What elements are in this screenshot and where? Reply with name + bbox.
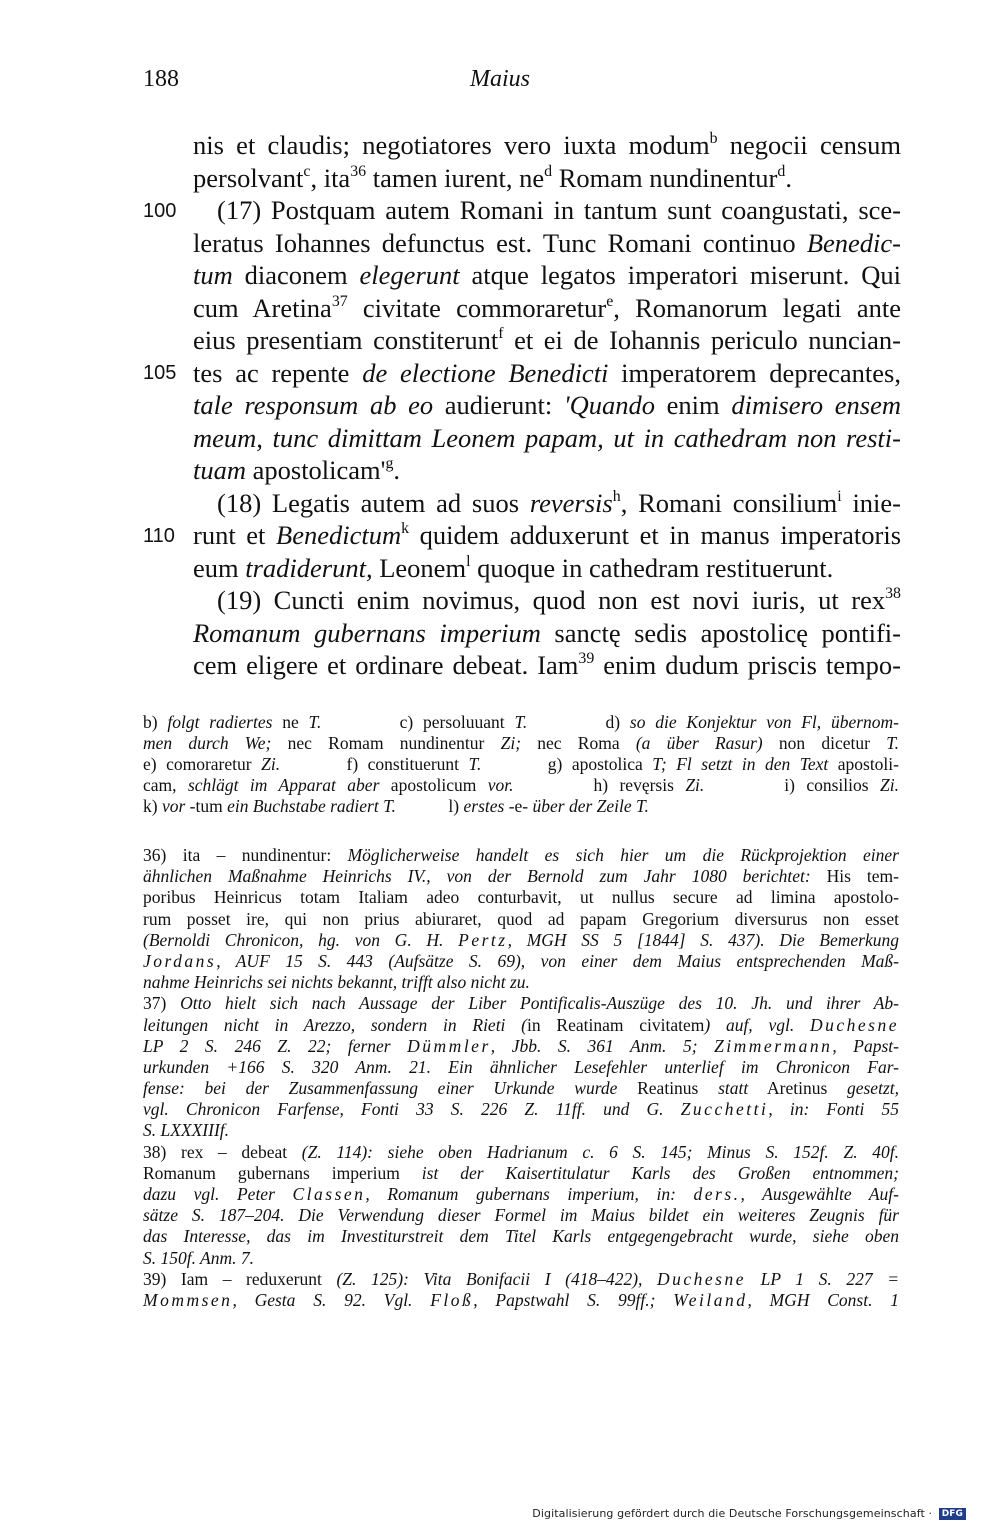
page-number: 188 bbox=[143, 66, 179, 92]
text-line: cem eligere et ordinare debeat. Iam$^{39}$ enim dudum priscis tempo- bbox=[193, 649, 901, 680]
apparatus-line: k) vor -tum ein Buchstabe radiert T. l) erstes -e- über der Zeile T. bbox=[143, 796, 649, 816]
dfg-logo: DFG bbox=[939, 1508, 966, 1520]
footnote-line: LP 2 S. 246 Z. 22; ferner Dümmler, Jbb. S. 361 Anm. 5; Zimmermann, Papst- bbox=[143, 1035, 900, 1056]
main-text bbox=[193, 129, 901, 682]
running-head: Maius bbox=[470, 66, 530, 92]
footnote-line: dazu vgl. Peter Classen, Romanum gubernans imperium, in: ders., Ausgewählte Auf- bbox=[143, 1184, 899, 1204]
footnote-line: Mommsen, Gesta S. 92. Vgl. Floß, Papstwahl S. 99ff.; Weiland, MGH Const. 1 bbox=[143, 1289, 899, 1310]
text-line: tum diaconem elegerunt atque legatos imperatori miserunt. Qui bbox=[193, 260, 902, 290]
text-line: (17) Postquam autem Romani in tantum sunt coangustati, sce- bbox=[217, 195, 901, 225]
text-line: (19) Cuncti enim novimus, quod non est novi iuris, ut rex$^{38}$ bbox=[217, 584, 901, 615]
footnote-line: Romanum gubernans imperium ist der Kaisertitulatur Karls des Großen entnommen; bbox=[143, 1162, 899, 1183]
critical-apparatus bbox=[143, 712, 899, 817]
footnote-line: fense: bei der Zusammenfassung einer Urkunde wurde Reatinus statt Aretinus gesetzt, bbox=[143, 1078, 899, 1099]
text-line: tuam $apostolicam'^g$. bbox=[193, 454, 401, 485]
line-number-110: 110 bbox=[143, 525, 175, 547]
text-line: nis et claudis; negotiatores vero iuxta modum$^b$ negocii censum bbox=[193, 129, 901, 160]
footnote-line: das Interesse, das im Investiturstreit dem Titel Karls entgegengebracht wurde, siehe oben bbox=[143, 1226, 899, 1247]
apparatus-line: e) comoraretur Zi. f) constituerunt T. g) apostolica T; Fl setzt in den Text apostoli- bbox=[143, 754, 899, 774]
footnote-line: vgl. Chronicon Farfense, Fonti 33 S. 226 Z. 11ff. und G. Zucchetti, in: Fonti 55 bbox=[143, 1099, 899, 1120]
footnote-line: Jordans, AUF 15 S. 443 (Aufsätze S. 69), von einer dem Maius entsprechenden Maß- bbox=[143, 950, 899, 971]
footnote-line: sätze S. 187–204. Die Verwendung dieser Formel im Maius bildet ein weiteres Zeugnis für bbox=[143, 1205, 899, 1226]
footnote-line: 37) Otto hielt sich nach Aussage der Liber Pontificalis-Auszüge des 10. Jh. und ihrer Ab- bbox=[143, 993, 899, 1014]
apparatus-line: cam, schlägt im Apparat aber apostolicum vor. h) revęrsis Zi. i) consilios Zi. bbox=[143, 775, 899, 795]
footnote-line: 36) ita – nundinentur: Möglicherweise handelt es sich hier um die Rückprojektion einer bbox=[143, 845, 899, 865]
digitization-credit: Digitalisierung gefördert durch die Deutsche Forschungsgemeinschaft · DFG bbox=[532, 1507, 966, 1520]
footnote-line: (Bernoldi Chronicon, hg. von G. H. Pertz, MGH SS 5 [1844] S. 437). Die Bemerkung bbox=[143, 929, 900, 950]
text-line: runt et Benedictum$^k$ quidem adduxerunt et in manus imperatoris bbox=[193, 519, 902, 550]
footnote-line: ähnlichen Maßnahme Heinrichs IV., von der Bernold zum Jahr 1080 berichtet: His tem- bbox=[143, 866, 899, 887]
footnote-line: nahme Heinrichs sei nichts bekannt, trifft also nicht zu. bbox=[143, 972, 530, 993]
text-line: (18) Legatis autem ad suos reversis$^h$, Romani consilium$^i$ inie- bbox=[217, 487, 902, 518]
text-line: meum, tunc dimittam Leonem papam, ut in cathedram non resti- bbox=[193, 422, 901, 453]
footnote-line: leitungen nicht in Arezzo, sondern in Rieti (in Reatinam civitatem) auf, vgl. Duchesne bbox=[143, 1014, 899, 1035]
text-line: tale responsum ab eo audierunt: 'Quando enim dimisero ensem bbox=[193, 390, 901, 420]
text-line: eius presentiam constiterunt$^f$ et ei de Iohannis periculo nuncian- bbox=[193, 324, 902, 355]
footnote-line: S. LXXXIIIf. bbox=[143, 1120, 230, 1141]
line-number-100: 100 bbox=[143, 200, 177, 222]
text-line: tes ac repente de electione Benedicti imperatorem deprecantes, bbox=[193, 357, 901, 388]
text-line: Romanum gubernans imperium sanctę sedis apostolicę pontifi- bbox=[193, 617, 901, 648]
text-line: persolvant$^c$, ita$^{36}$ tamen iurent, $ne^d$ Romam nundinentur$^d$. bbox=[193, 162, 792, 193]
footnote-line: rum posset ire, qui non prius abiuraret, quod ad papam Gregorium diversurus non esset bbox=[143, 908, 899, 929]
line-number-105: 105 bbox=[143, 362, 177, 384]
text-line: cum Aretina$^{37}$ civitate commoraretur$^e$, Romanorum legati ante bbox=[193, 292, 901, 323]
text-line: eum tradiderunt, Leonem$^l$ quoque in cathedram restituerunt. bbox=[193, 552, 834, 583]
text-line: leratus Iohannes defunctus est. Tunc Romani continuo Benedic- bbox=[193, 227, 901, 258]
footnote-line: poribus Heinricus totam Italiam adeo conturbavit, ut nullus secure ad limina apostolo- bbox=[143, 887, 899, 908]
credit-text: Digitalisierung gefördert durch die Deutsche Forschungsgemeinschaft bbox=[532, 1507, 925, 1520]
apparatus-line: men durch We; nec Romam nundinentur Zi; nec Roma (a über Rasur) non dicetur T. bbox=[143, 733, 900, 753]
footnote-line: 39) Iam – reduxerunt (Z. 125): Vita Bonifacii I (418–422), Duchesne LP 1 S. 227 = bbox=[143, 1268, 900, 1289]
footnote-line: 38) rex – debeat (Z. 114): siehe oben Hadrianum c. 6 S. 145; Minus S. 152f. Z. 40f. bbox=[143, 1141, 899, 1162]
apparatus-line: b) folgt radiertes ne T. c) persoluuant T. d) so die Konjektur von Fl, übernom- bbox=[143, 712, 900, 732]
footnotes bbox=[143, 845, 899, 1311]
footnote-line: S. 150f. Anm. 7. bbox=[143, 1247, 254, 1268]
footnote-line: urkunden +166 S. 320 Anm. 21. Ein ähnlicher Lesefehler unterlief im Chronicon Far- bbox=[143, 1056, 899, 1077]
